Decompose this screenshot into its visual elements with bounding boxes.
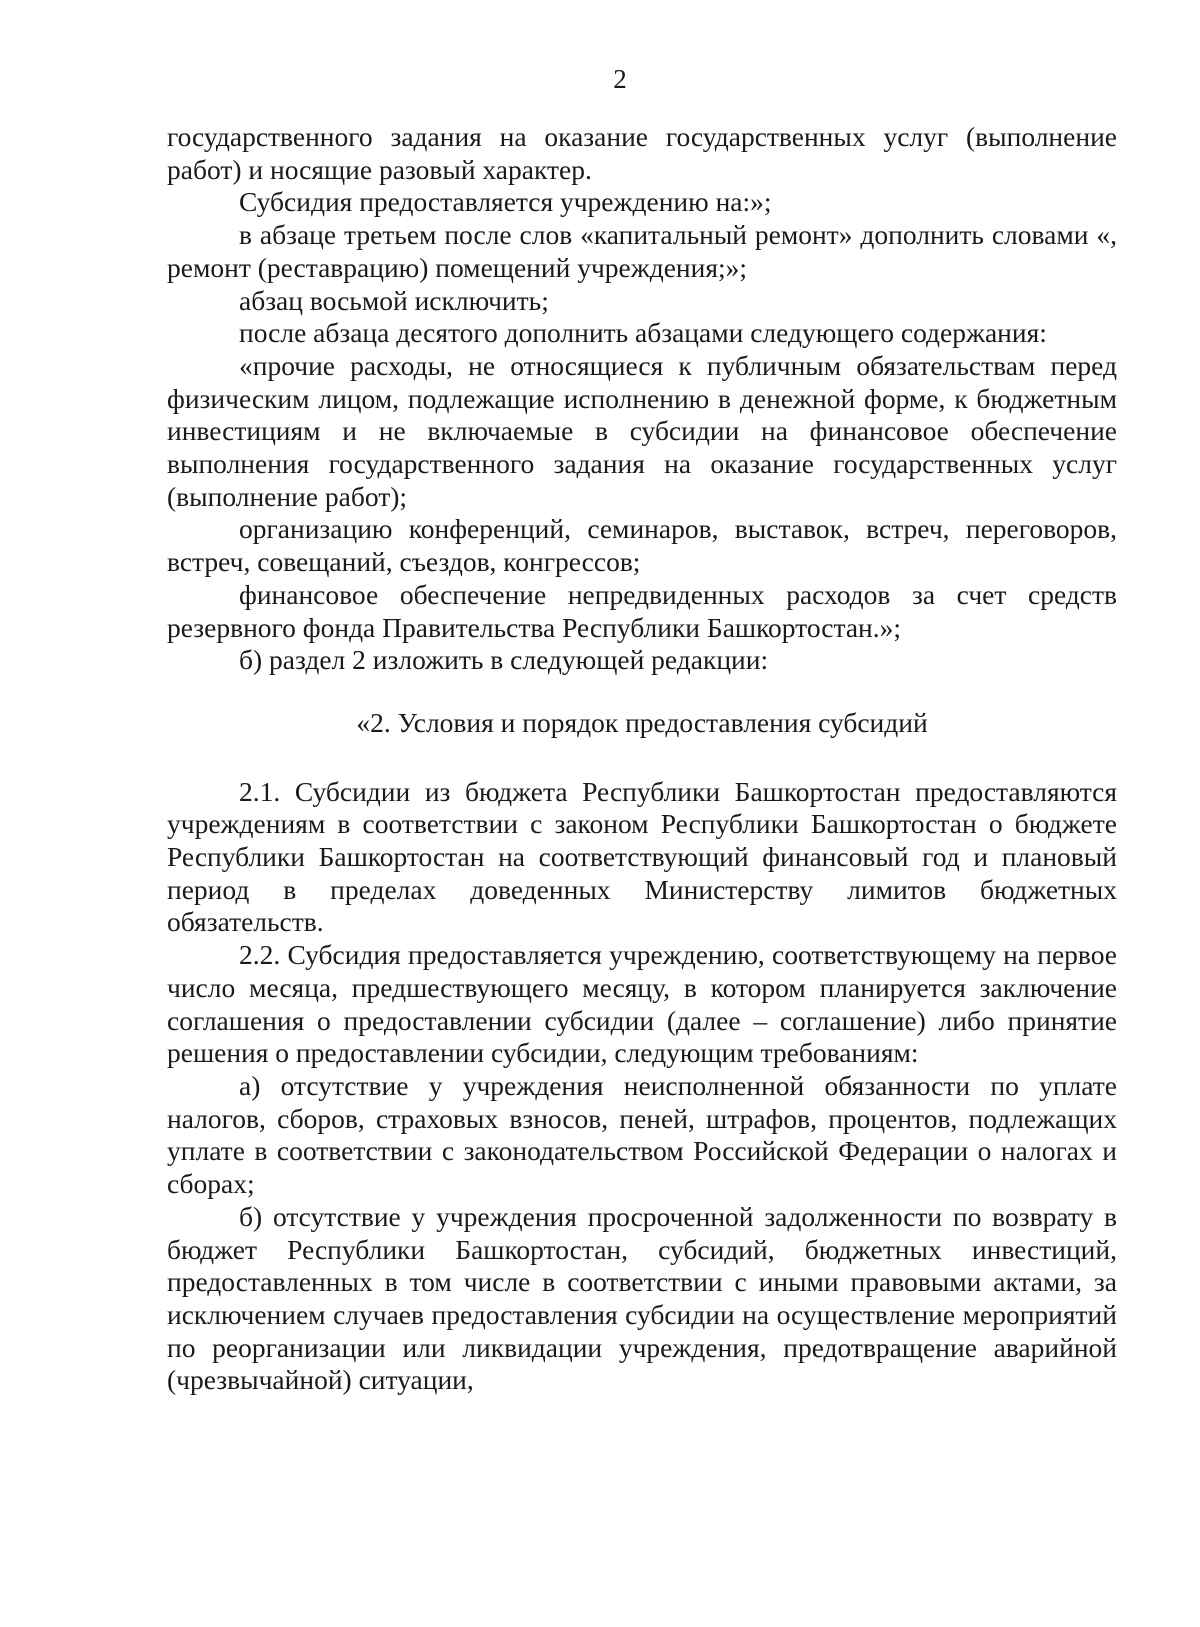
paragraph: 2.2. Субсидия предоставляется учреждению, соответствующему на первое число месяца, предшествующего месяцу, в котором планируется заключение соглашения о предоставлении субсидии (далее – соглашение) либо принятие решения о предоставлении субсидии, следующим требованиям: [167, 939, 1117, 1069]
document-body [167, 121, 1117, 1397]
paragraph: после абзаца десятого дополнить абзацами следующего содержания: [239, 317, 1047, 349]
paragraph: финансовое обеспечение непредвиденных расходов за счет средств резервного фонда Правительства Республики Башкортостан.»; [167, 578, 1117, 643]
paragraph: а) отсутствие у учреждения неисполненной обязанности по уплате налогов, сборов, страховых взносов, пеней, штрафов, процентов, подлежащих уплате в соответствии с законодательством Российской Федерации о налогах и сборах; [167, 1069, 1117, 1200]
section-heading: «2. Условия и порядок предоставления субсидий [356, 706, 928, 738]
paragraph: организацию конференций, семинаров, выставок, встреч, переговоров, встреч, совещаний, съездов, конгрессов; [167, 513, 1117, 578]
paragraph: 2.1. Субсидии из бюджета Республики Башкортостан предоставляются учреждениям в соответствии с законом Республики Башкортостан о бюджете Республики Башкортостан на соответствующий финансовый год и плановый период в пределах доведенных Министерству лимитов бюджетных обязательств. [167, 775, 1117, 938]
paragraph: б) отсутствие у учреждения просроченной задолженности по возврату в бюджет Республики Башкортостан, субсидий, бюджетных инвестиций, предоставленных в том числе в соответствии с иными правовыми актами, за исключением случаев предоставления субсидии на осуществление мероприятий по реорганизации или ликвидации учреждения, предотвращение аварийной (чрезвычайной) ситуации, [167, 1200, 1117, 1396]
paragraph: б) раздел 2 изложить в следующей редакции: [239, 644, 769, 676]
paragraph: абзац восьмой исключить; [239, 284, 549, 316]
paragraph: «прочие расходы, не относящиеся к публичным обязательствам перед физическим лицом, подлежащие исполнению в денежной форме, к бюджетным инвестициям и не включаемые в субсидии на финансовое обеспечение выполнения государственного задания на оказание государственных услуг (выполнение работ); [167, 349, 1117, 512]
paragraph: государственного задания на оказание государственных услуг (выполнение работ) и носящие разовый характер. [167, 121, 1117, 185]
paragraph: Субсидия предоставляется учреждению на:»; [239, 186, 772, 218]
page-number: 2 [613, 64, 627, 94]
paragraph: в абзаце третьем после слов «капитальный ремонт» дополнить словами «, ремонт (реставрацию) помещений учреждения;»; [167, 219, 1117, 283]
